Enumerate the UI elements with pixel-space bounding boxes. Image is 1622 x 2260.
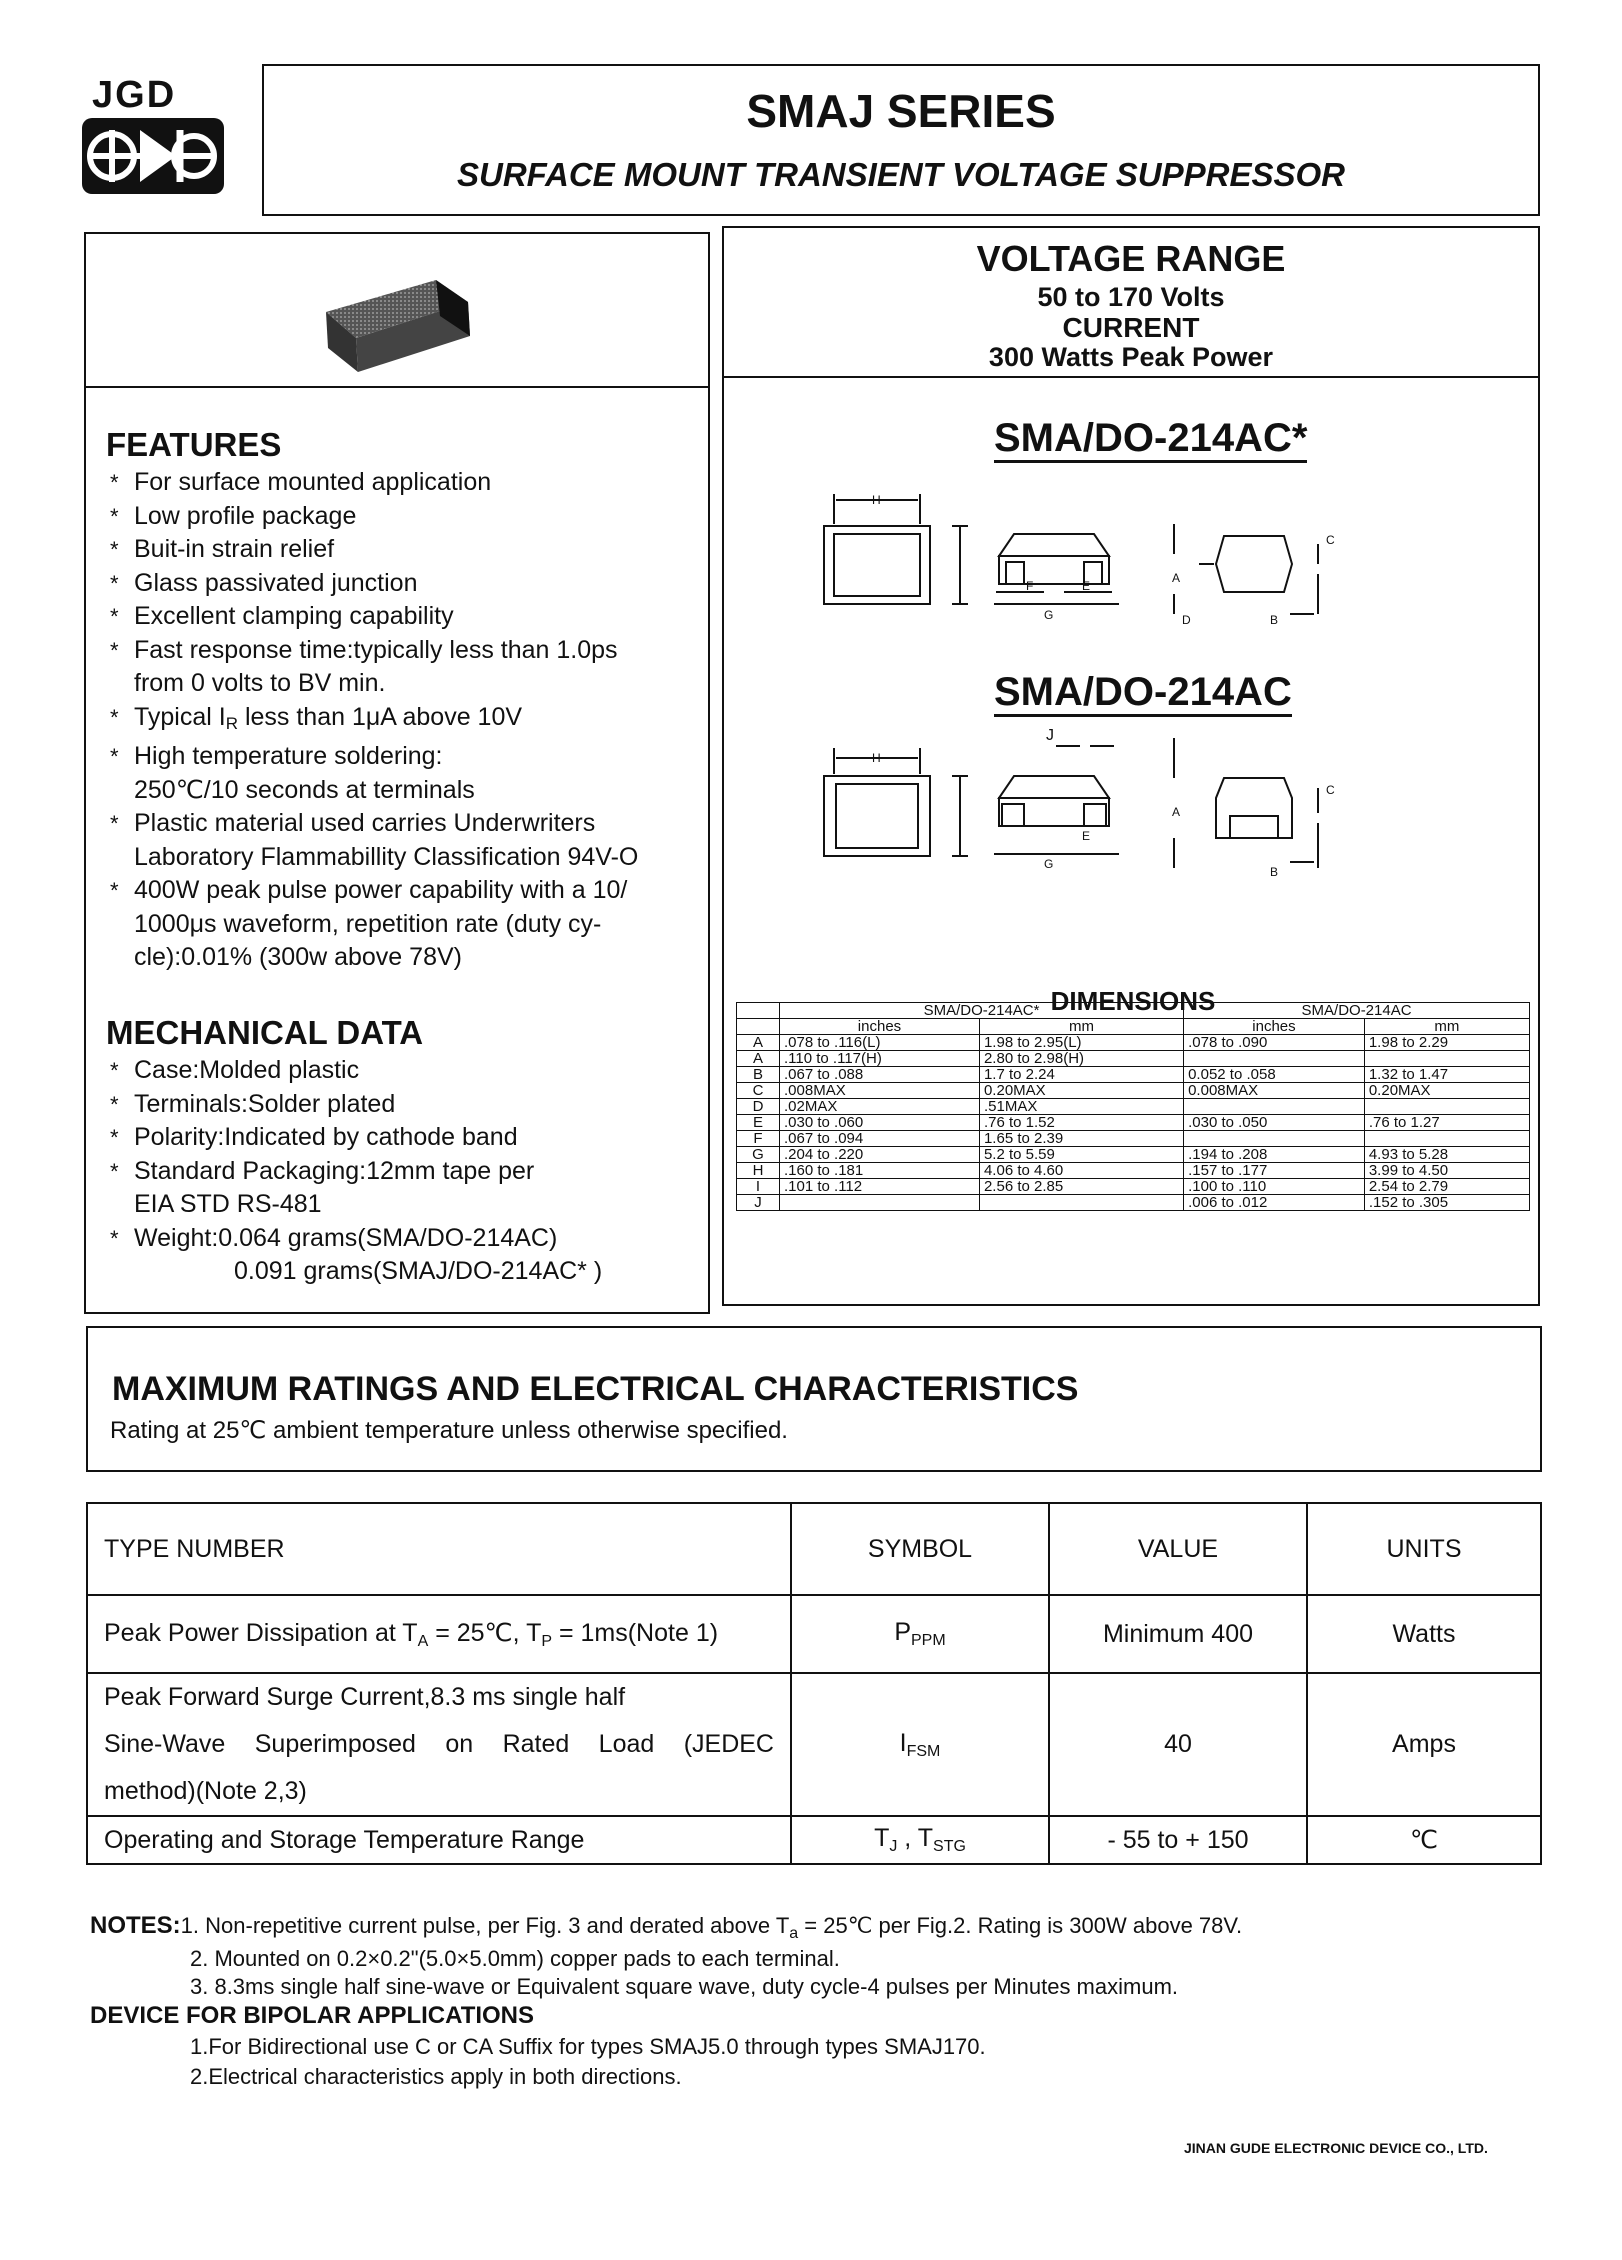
table-row: J .006 to .012 .152 to .305	[737, 1195, 1530, 1211]
package-2-title: SMA/DO-214AC	[994, 670, 1292, 717]
value-cell: 40	[1049, 1673, 1307, 1816]
param-cell: Peak Forward Surge Current,8.3 ms single half Sine-Wave Superimposed on Rated Load (JEDEC method)(Note 2,3)	[87, 1673, 791, 1816]
param-cell: Peak Power Dissipation at $T_A$ = 25℃, $T_P$ = 1ms(Note 1)	[87, 1595, 791, 1673]
header-type-number: TYPE NUMBER	[87, 1503, 791, 1595]
header-symbol: SYMBOL	[791, 1503, 1049, 1595]
features-list	[108, 466, 698, 975]
bipolar-note-1: 1.For Bidirectional use C or CA Suffix for types SMAJ5.0 through types SMAJ170.	[190, 2034, 986, 2059]
max-ratings-title: MAXIMUM RATINGS AND ELECTRICAL CHARACTERISTICS	[112, 1370, 1079, 1408]
list-item: from 0 volts to BV min.	[134, 669, 386, 697]
voltage-range-value: 50 to 170 Volts	[1037, 282, 1225, 312]
voltage-range-title: VOLTAGE RANGE	[976, 238, 1286, 279]
max-ratings-box	[86, 1326, 1542, 1472]
note-1: NOTES:1. Non-repetitive current pulse, per Fig. 3 and derated above $T_a$ = 25℃ per Fig.2. Rating is 300W above 78V.	[90, 1912, 1243, 1942]
smd-package-image	[316, 272, 476, 382]
mechanical-data-list	[108, 1054, 698, 1289]
list-item: cle):0.01% (300w above 78V)	[134, 943, 462, 971]
list-item: * Weight:0.064 grams(SMA/DO-214AC)	[108, 1222, 698, 1256]
table-row	[87, 1595, 1541, 1673]
list-item: 250℃/10 seconds at terminals	[134, 775, 475, 804]
list-item: * High temperature soldering:	[108, 740, 698, 774]
param-cell: Operating and Storage Temperature Range	[87, 1816, 791, 1864]
table-row	[87, 1673, 1541, 1816]
list-item: * Typical $I_R$ less than 1μA above 10V	[108, 701, 698, 741]
list-item: EIA STD RS-481	[134, 1190, 322, 1218]
dim-group-2: SMA/DO-214AC	[1184, 1003, 1530, 1019]
dimensions-table-wrapper	[736, 986, 1530, 1211]
list-item: 1000μs waveform, repetition rate (duty cy-	[134, 909, 602, 938]
features-heading: FEATURES	[106, 426, 282, 463]
symbol-cell: $P_{PPM}$	[791, 1595, 1049, 1673]
value-cell: - 55 to + 150	[1049, 1816, 1307, 1864]
list-item: * Case:Molded plastic	[108, 1054, 698, 1088]
table-header-row	[87, 1503, 1541, 1595]
table-row: E .030 to .060 .76 to 1.52 .030 to .050 .76 to 1.27	[737, 1115, 1530, 1131]
peak-power-value: 300 Watts Peak Power	[988, 342, 1274, 372]
svg-text:A: A	[1172, 805, 1181, 819]
table-row: A .078 to .116(L) 1.98 to 2.95(L) .078 to .090 1.98 to 2.29	[737, 1035, 1530, 1051]
list-item: * Fast response time:typically less than 1.0ps	[108, 634, 698, 668]
ratings-table	[86, 1502, 1542, 1865]
value-cell: Minimum 400	[1049, 1595, 1307, 1673]
svg-text:B: B	[1270, 613, 1279, 624]
note-3: 3. 8.3ms single half sine-wave or Equivalent square wave, duty cycle-4 pulses per Minutes maximum.	[190, 1974, 1179, 1999]
svg-text:E: E	[1082, 579, 1091, 593]
unit-cell: Watts	[1307, 1595, 1541, 1673]
package-1-title: SMA/DO-214AC*	[994, 416, 1307, 463]
table-row: A .110 to .117(H) 2.80 to 2.98(H)	[737, 1051, 1530, 1067]
unit-cell: ℃	[1307, 1816, 1541, 1864]
svg-text:H: H	[872, 751, 881, 765]
page-subtitle: SURFACE MOUNT TRANSIENT VOLTAGE SUPPRESSOR	[456, 156, 1345, 193]
list-item: * Glass passivated junction	[108, 567, 698, 601]
list-item: * Standard Packaging:12mm tape per	[108, 1155, 698, 1189]
dim-group-1: SMA/DO-214AC*	[780, 1003, 1184, 1019]
svg-text:B: B	[1270, 865, 1279, 878]
svg-text:H: H	[872, 493, 881, 507]
symbol-cell: $T_J$ , $T_{STG}$	[791, 1816, 1049, 1864]
dimensions-title: DIMENSIONS	[1050, 986, 1216, 1016]
header-value: VALUE	[1049, 1503, 1307, 1595]
svg-text:G: G	[1044, 857, 1054, 871]
diode-logo-icon	[82, 118, 224, 194]
svg-text:A: A	[1172, 571, 1181, 585]
list-item: * Excellent clamping capability	[108, 600, 698, 634]
svg-text:D: D	[1182, 613, 1191, 624]
current-label: CURRENT	[1062, 312, 1200, 343]
package-2-outline-drawing	[744, 718, 1504, 878]
svg-text:J: J	[1046, 727, 1054, 744]
table-row	[87, 1816, 1541, 1864]
title-box	[262, 64, 1540, 216]
list-item: * Terminals:Solder plated	[108, 1088, 698, 1122]
package-1-outline-drawing	[744, 464, 1504, 624]
list-item: * For surface mounted application	[108, 466, 698, 500]
list-item: Laboratory Flammabillity Classification 94V-O	[134, 842, 639, 871]
list-item: 0.091 grams(SMAJ/DO-214AC* )	[234, 1257, 603, 1285]
table-row: I .101 to .112 2.56 to 2.85 .100 to .110 2.54 to 2.79	[737, 1179, 1530, 1195]
mechanical-data-heading: MECHANICAL DATA	[106, 1014, 424, 1051]
page-title: SMAJ SERIES	[746, 85, 1056, 137]
company-logo-text: JGD	[92, 74, 177, 116]
svg-text:C: C	[1326, 783, 1335, 797]
package-panel	[722, 226, 1540, 1306]
table-row: G .204 to .220 5.2 to 5.59 .194 to .208 4.93 to 5.28	[737, 1147, 1530, 1163]
table-row: H .160 to .181 4.06 to 4.60 .157 to .177 3.99 to 4.50	[737, 1163, 1530, 1179]
svg-text:C: C	[1326, 533, 1335, 547]
table-row: F .067 to .094 1.65 to 2.39	[737, 1131, 1530, 1147]
max-ratings-subtitle: Rating at 25℃ ambient temperature unless otherwise specified.	[110, 1417, 788, 1444]
list-item: * Polarity:Indicated by cathode band	[108, 1121, 698, 1155]
dimensions-table: SMA/DO-214AC* SMA/DO-214AC inches mm inches mm A .078 to .116(L) 1.98 to 2.95(L) .078 to .090 1.98 to 2.29 A .110 to .117(H) 2.80 to 2.98(H) B .067 to .088 1.7 to 2.24 0.052 to .058 1.32 to 1.47 C .008MAX 0.20MAX 0.008MAX 0.20MAX D .02MAX .51MAX E .030 to .060 .76 to 1.52 .030 to .050 .76 to 1.27 F .067 to .094 1.65 to 2.39 G .204 to .220 5.2 to 5.59 .194 to .208 4.93 to 5.28 H .160 to .181 4.06 to 4.60 .157 to .177 3.99 to 4.50 I .101 to .112 2.56 to 2.85 .100 to .110 2.54 to 2.79 J .006 to .012 .152 to .305	[736, 1002, 1530, 1211]
list-item: * Plastic material used carries Underwriters	[108, 807, 698, 841]
features-panel	[84, 232, 710, 1314]
list-item: * Buit-in strain relief	[108, 533, 698, 567]
svg-text:F: F	[1026, 579, 1034, 593]
svg-text:E: E	[1082, 829, 1091, 843]
table-row: B .067 to .088 1.7 to 2.24 0.052 to .058 1.32 to 1.47	[737, 1067, 1530, 1083]
note-2: 2. Mounted on 0.2×0.2"(5.0×5.0mm) copper pads to each terminal.	[190, 1946, 840, 1971]
company-footer: JINAN GUDE ELECTRONIC DEVICE CO., LTD.	[1184, 2140, 1488, 2156]
bipolar-note-2: 2.Electrical characteristics apply in both directions.	[190, 2064, 682, 2089]
unit-cell: Amps	[1307, 1673, 1541, 1816]
list-item: * Low profile package	[108, 500, 698, 534]
header-units: UNITS	[1307, 1503, 1541, 1595]
svg-text:G: G	[1044, 608, 1054, 622]
table-row: D .02MAX .51MAX	[737, 1099, 1530, 1115]
list-item: * 400W peak pulse power capability with a 10/	[108, 874, 698, 908]
symbol-cell: $I_{FSM}$	[791, 1673, 1049, 1816]
table-row: C .008MAX 0.20MAX 0.008MAX 0.20MAX	[737, 1083, 1530, 1099]
bipolar-heading: DEVICE FOR BIPOLAR APPLICATIONS	[90, 2002, 535, 2029]
